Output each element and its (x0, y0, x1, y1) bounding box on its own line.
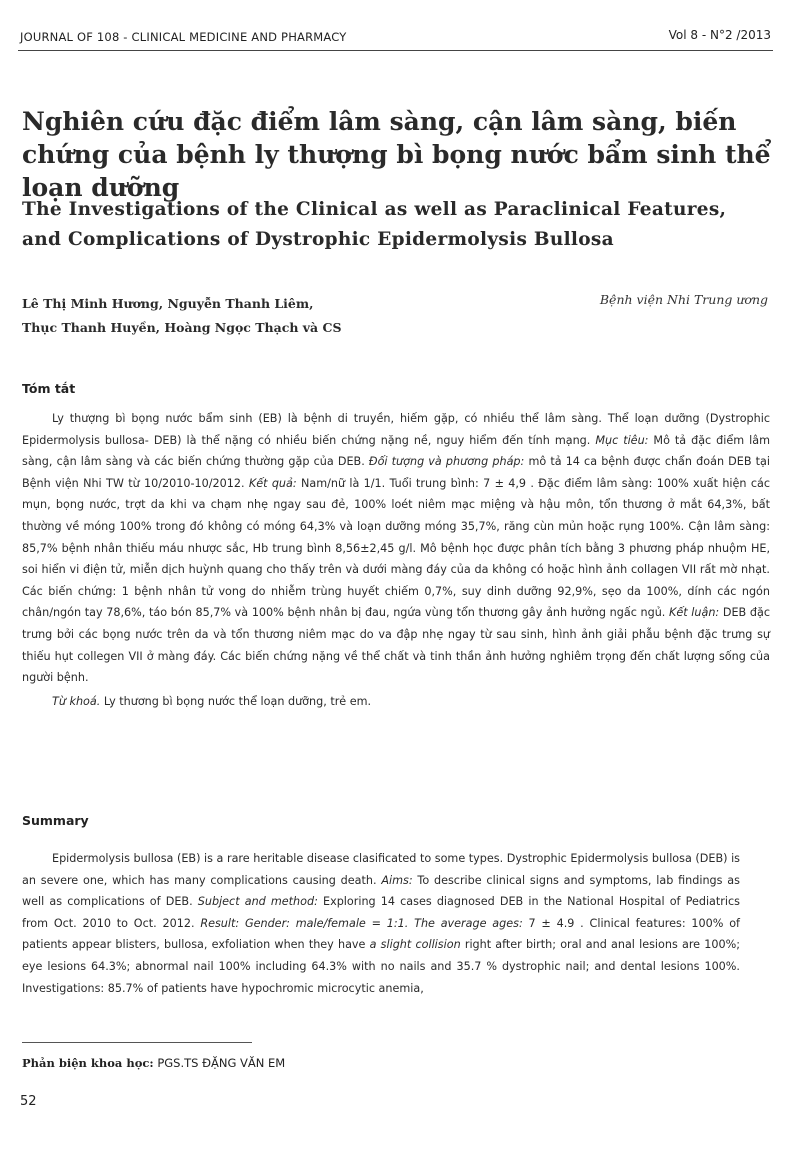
author-line-1: Lê Thị Minh Hương, Nguyễn Thanh Liêm, (22, 296, 314, 311)
abstract-paragraph: Ly thượng bì bọng nước bẩm sinh (EB) là bệnh di truyền, hiếm gặp, có nhiều thể lâm sàng. Thể loạn dưỡng (Dystrophic Epidermolysis bullosa- DEB) là thể nặng có nhiều biến chứng nặng nề, nguy hiểm đến tính mạng. Mục tiêu: Mô tả đặc điểm lâm sàng, cận lâm sàng và các biến chứng thường gặp của DEB. Đối tượng và phương pháp: mô tả 14 ca bệnh được chẩn đoán DEB tại Bệnh viện Nhi TW từ 10/2010-10/2012. Kết quả: Nam/nữ là 1/1. Tuổi trung bình: 7 ± 4,9 . Đặc điểm lâm sàng: 100% xuất hiện các mụn, bọng nước, trợt da khi va chạm nhẹ ngay sau đẻ, 100% loét niêm mạc miệng và hậu môn, tổn thương ở mắt 64,3%, bất thường về móng 100% trong đó không có móng 64,3% và loạn dưỡng móng 35,7%, răng cùn mủn hoặc rụng 100%. Cận lâm sàng: 85,7% bệnh nhân thiếu máu nhược sắc, Hb trung bình 8,56±2,45 g/l. Mô bệnh học được phân tích bằng 3 phương pháp nhuộm HE, soi hiển vi điện tử, miễn dịch huỳnh quang cho thấy trên và dưới màng đáy của da không có hoặc hình ảnh collagen VII rất mờ nhạt. Các biến chứng: 1 bệnh nhân tử vong do nhiễm trùng huyết chiếm 0,7%, suy dinh dưỡng 92,9%, sẹo da 100%, dính các ngón chân/ngón tay 78,6%, táo bón 85,7% và 100% bệnh nhân bị đau, ngứa vùng tổn thương gây ảnh hưởng ngấc ngủ. Kết luận: DEB đặc trưng bởi các bọng nước trên da và tổn thương niêm mạc do va đập nhẹ ngay từ sau sinh, hình ảnh giải phẫu bệnh đặc trưng sự thiếu hụt collegen VII ở màng đáy. Các biến chứng nặng về thể chất và tinh thần ảnh hưởng nghiêm trọng đến chất lượng sống của người bệnh. (22, 412, 771, 685)
keywords: Từ khoá. Ly thương bì bọng nước thể loạn dưỡng, trẻ em. (52, 694, 372, 708)
summary-paragraph: Epidermolysis bullosa (EB) is a rare heritable disease clasificated to some types. Dystrophic Epidermolysis bullosa (DEB) is an severe one, which has many complications causing death. Aims: To describe clinical signs and symptoms, lab findings as well as complications of DEB. Subject and method: Exploring 14 cases diagnosed DEB in the National Hospital of Pediatrics from Oct. 2010 to Oct. 2012. Result: Gender: male/female = 1:1. The average ages: 7 ± 4.9 . Clinical features: 100% of patients appear blisters, bullosa, exfoliation when they have a slight collision right after birth; oral and anal lesions are 100%; eye lesions 64.3%; abnormal nail 100% including 64.3% with no nails and 35.7 % dystrophic nail; and dental lesions 100%. Investigations: 85.7% of patients have hypochromic microcytic anemia, (22, 852, 740, 995)
abstract-heading: Tóm tắt (22, 381, 76, 396)
summary-heading: Summary (22, 813, 89, 828)
author-list (22, 292, 462, 340)
page-number: 52 (20, 1094, 37, 1109)
reviewer-label: Phản biện khoa học: (22, 1056, 154, 1070)
reviewer-name: PGS.TS ĐẶNG VĂN EM (157, 1056, 286, 1070)
footnote-rule (22, 1042, 252, 1043)
reviewer-footnote (22, 1056, 285, 1070)
title-vietnamese: Nghiên cứu đặc điểm lâm sàng, cận lâm sàng, biến chứng của bệnh ly thượng bì bọng nước bẩm sinh thể loạn dưỡng (22, 107, 771, 202)
title-english: The Investigations of the Clinical as well as Paraclinical Features, and Complications of Dystrophic Epidermolysis Bullosa (22, 199, 727, 250)
journal-name: JOURNAL OF 108 - CLINICAL MEDICINE AND PHARMACY (20, 30, 347, 44)
journal-issue: Vol 8 - N°2 /2013 (668, 28, 771, 42)
affiliation: Bệnh viện Nhi Trung ương (599, 292, 768, 307)
abstract-vietnamese (22, 408, 771, 712)
journal-header (20, 30, 771, 50)
author-line-2: Thục Thanh Huyền, Hoàng Ngọc Thạch và CS (22, 320, 342, 335)
header-rule (18, 50, 773, 51)
